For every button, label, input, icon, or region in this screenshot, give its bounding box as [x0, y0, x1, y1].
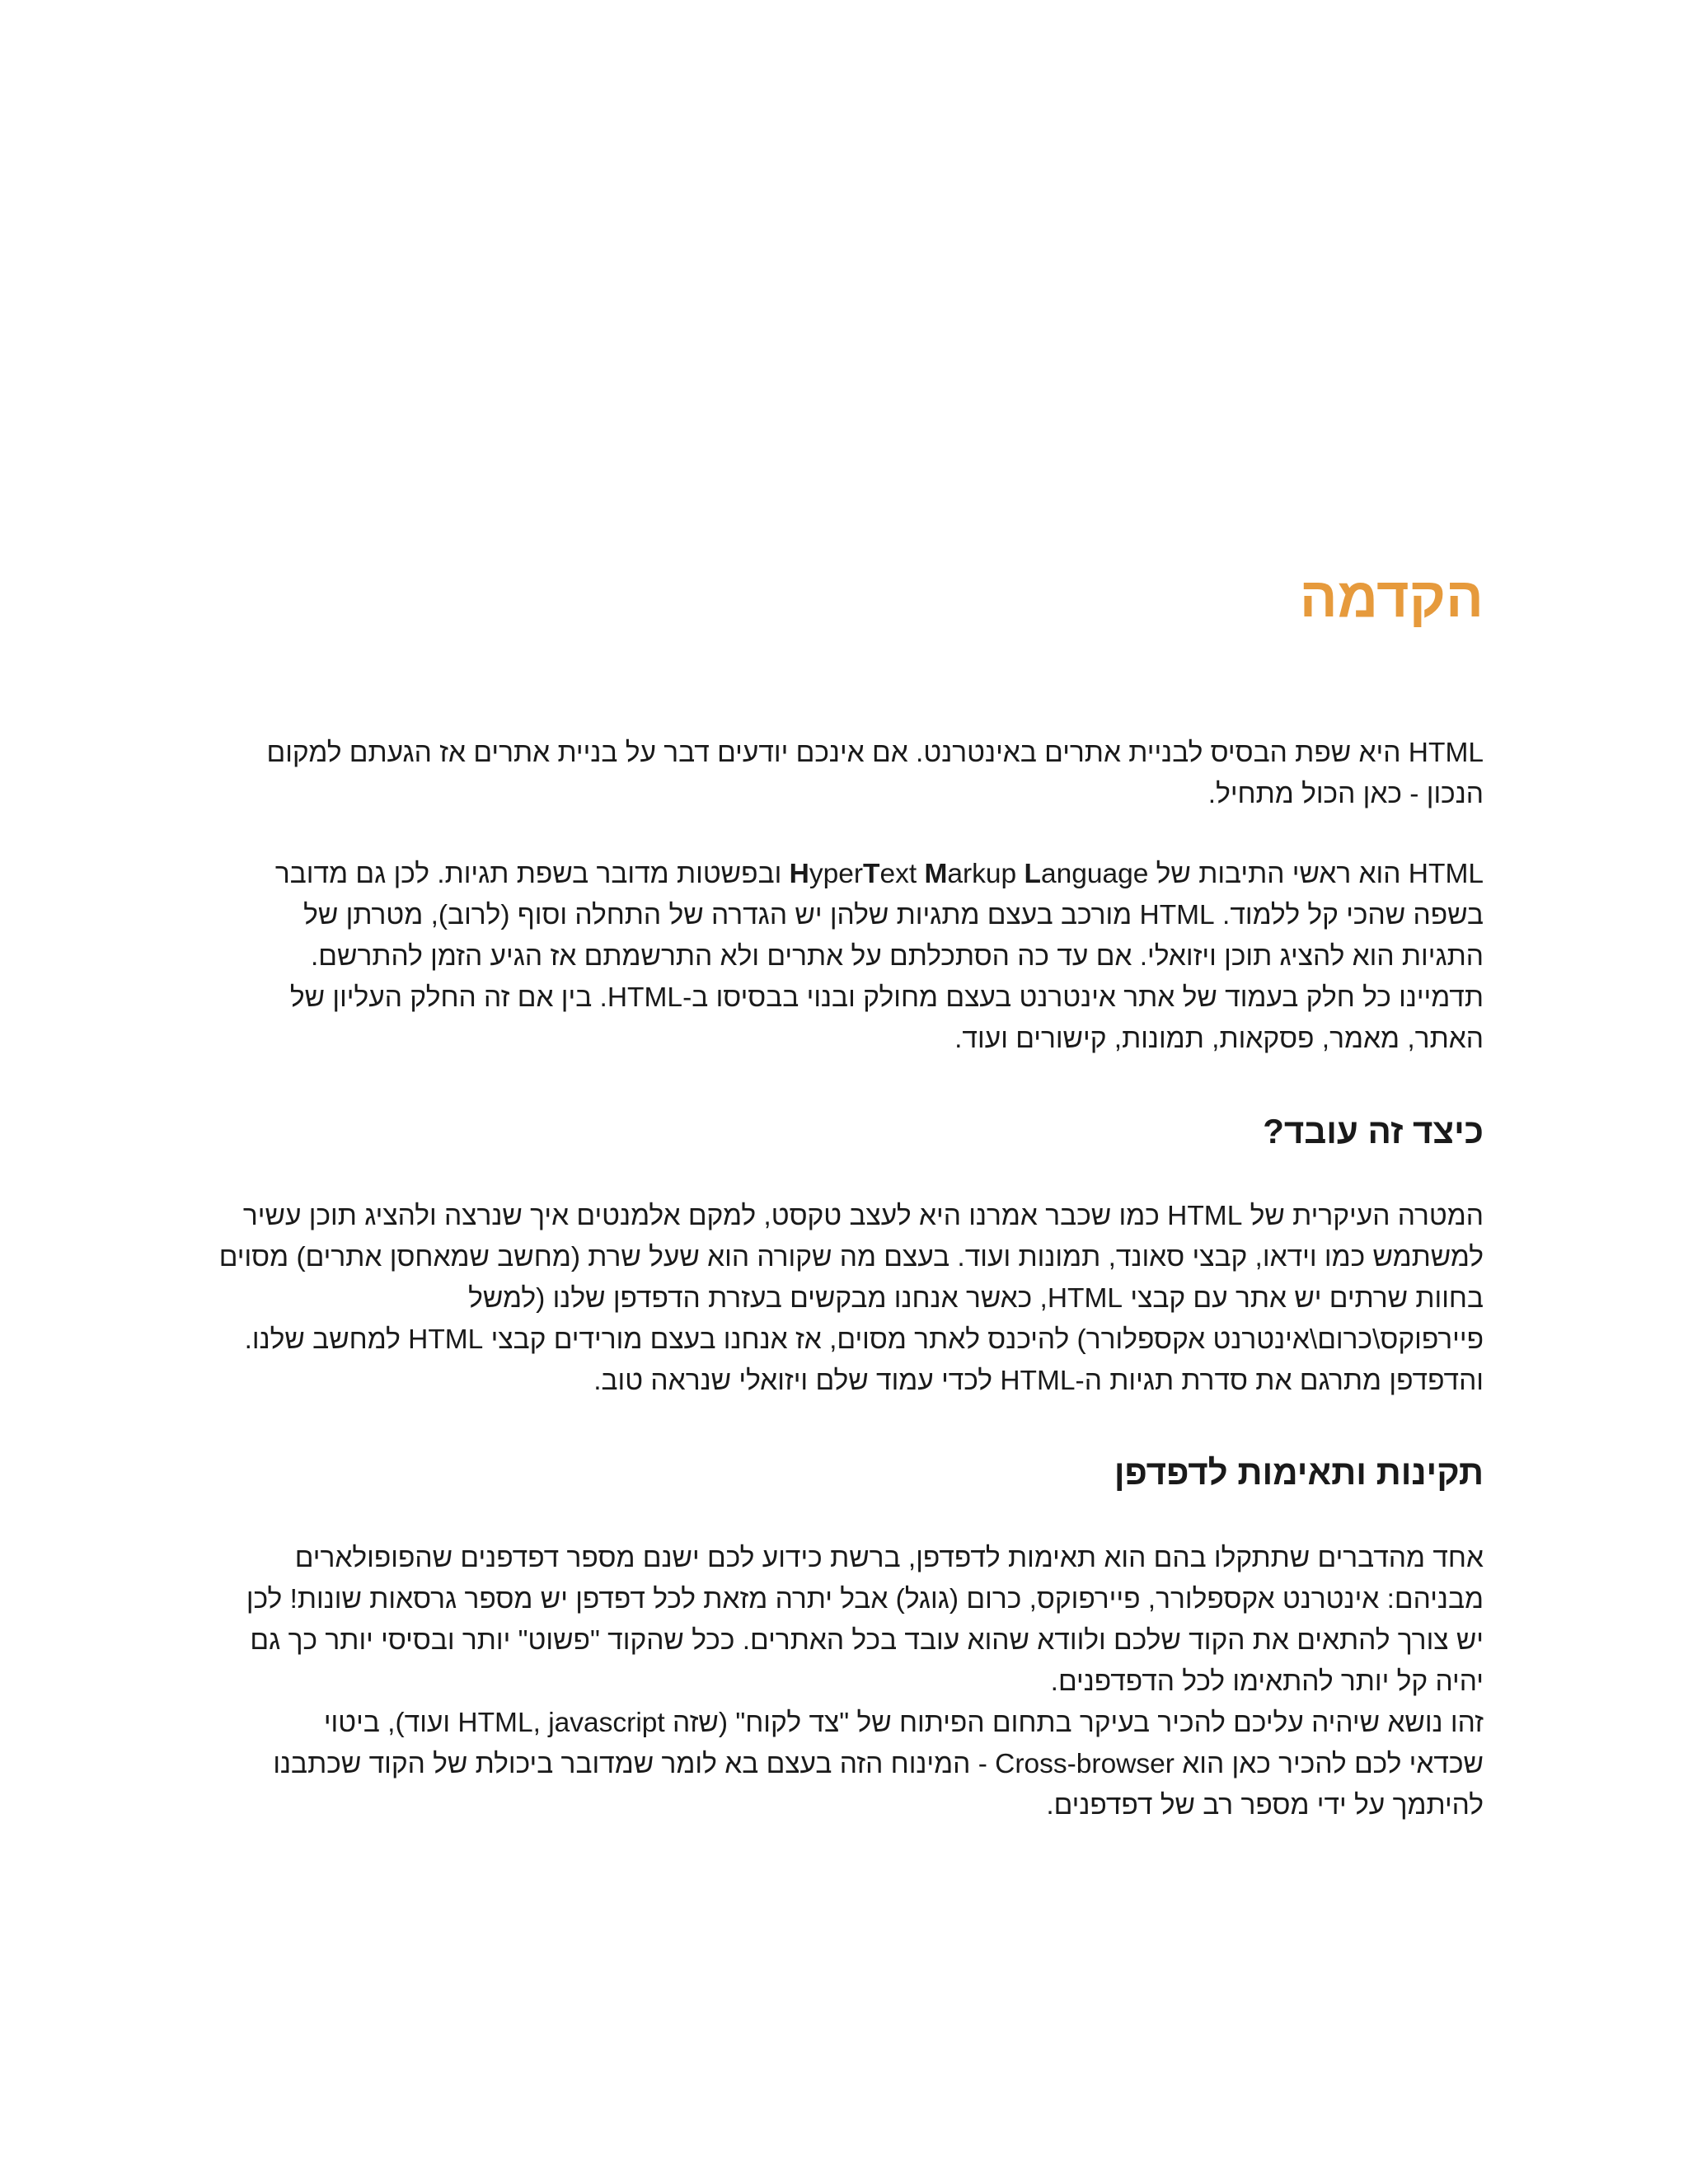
- paragraph-line: מבניהם: אינטרנט אקספלורר, פיירפוקס, כרום (גוגל) אבל יתרה מזאת לכל דפדפן יש מספר גרסאות שונות! לכן: [246, 1584, 1484, 1615]
- paragraph-line: להיתמך על ידי מספר רב של דפדפנים.: [1046, 1790, 1484, 1821]
- acronym-rest: ext: [879, 859, 925, 889]
- acronym-letter: L: [1024, 859, 1041, 889]
- section-heading-how: כיצד זה עובד?: [1263, 1112, 1484, 1151]
- page-title: הקדמה: [1299, 566, 1484, 629]
- definition-prefix: HTML הוא ראשי התיבות של: [1148, 859, 1484, 889]
- compat-paragraph: [198, 1538, 1484, 1826]
- paragraph-line: בשפה שהכי קל ללמוד. HTML מורכב בעצם מתגיות שלהן יש הגדרה של התחלה וסוף (לרוב), מטרתן של: [303, 900, 1484, 930]
- paragraph-line: המטרה העיקרית של HTML כמו שכבר אמרנו היא לעצב טקסט, למקם אלמנטים איך שנרצה ולהציג תוכן עשיר: [242, 1201, 1484, 1231]
- how-paragraph: [198, 1196, 1484, 1402]
- paragraph-line: אחד מהדברים שתתקלו בהם הוא תאימות לדפדפן, ברשת כידוע לכם ישנם מספר דפדפנים שהפופולארים: [294, 1543, 1484, 1573]
- acronym-letter: M: [924, 859, 948, 889]
- paragraph-line: זהו נושא שיהיה עליכם להכיר בעיקר בתחום הפיתוח של "צד לקוח" (שזה HTML, javascript ועוד), ביטוי: [323, 1708, 1484, 1738]
- acronym-rest: arkup: [947, 859, 1025, 889]
- acronym-rest: yper: [809, 859, 863, 889]
- acronym-letter: T: [863, 859, 880, 889]
- acronym-rest: anguage: [1040, 859, 1149, 889]
- paragraph-line: פיירפוקס\כרום\אינטרנט אקספלורר) להיכנס לאתר מסוים, אז אנחנו בעצם מורידים קבצי HTML למחשב שלנו.: [244, 1324, 1484, 1355]
- paragraph-line: והדפדפן מתרגם את סדרת תגיות ה-HTML לכדי עמוד שלם ויזואלי שנראה טוב.: [593, 1366, 1484, 1396]
- acronym-letter: H: [789, 859, 809, 889]
- intro-paragraph: [198, 733, 1484, 815]
- paragraph-line: יש צורך להתאים את הקוד שלכם ולוודא שהוא עובד בכל האתרים. ככל שהקוד "פשוט" יותר ובסיסי יותר כך גם: [250, 1625, 1484, 1656]
- acronym-expansion: [790, 859, 1149, 889]
- definition-suffix: ובפשטות מדובר בשפת תגיות. לכן גם מדובר: [274, 859, 790, 889]
- section-heading-compat: תקינות ותאימות לדפדפן: [1114, 1453, 1484, 1492]
- paragraph-line: האתר, מאמר, פסקאות, תמונות, קישורים ועוד.: [954, 1024, 1484, 1054]
- paragraph-line: HTML היא שפת הבסיס לבניית אתרים באינטרנט. אם אינכם יודעים דבר על בניית אתרים אז הגעתם למקום: [266, 738, 1484, 768]
- paragraph-line: בחוות שרתים יש אתר עם קבצי HTML, כאשר אנחנו מבקשים בעזרת הדפדפן שלנו (למשל: [468, 1283, 1484, 1314]
- paragraph-line: יהיה קל יותר להתאימו לכל הדפדפנים.: [1050, 1666, 1484, 1697]
- paragraph-line: התגיות הוא להציג תוכן ויזואלי. אם עד כה הסתכלתם על אתרים ולא התרשמתם אז הגיע הזמן להתרשם.: [310, 941, 1484, 972]
- paragraph-line: תדמיינו כל חלק בעמוד של אתר אינטרנט בעצם מחולק ובנוי בבסיסו ב-HTML. בין אם זה החלק העליון של: [289, 982, 1484, 1013]
- paragraph-line: הנכון - כאן הכול מתחיל.: [1207, 779, 1484, 809]
- definition-paragraph: [198, 854, 1484, 1060]
- paragraph-line: שכדאי לכם להכיר כאן הוא Cross-browser - המינוח הזה בעצם בא לומר שמדובר ביכולת של הקוד שכתבנו: [273, 1749, 1484, 1779]
- paragraph-line: [198, 854, 1484, 895]
- paragraph-line: למשתמש כמו וידאו, קבצי סאונד, תמונות ועוד. בעצם מה שקורה הוא שעל שרת (מחשב שמאחסן אתרים) מסוים: [218, 1242, 1484, 1272]
